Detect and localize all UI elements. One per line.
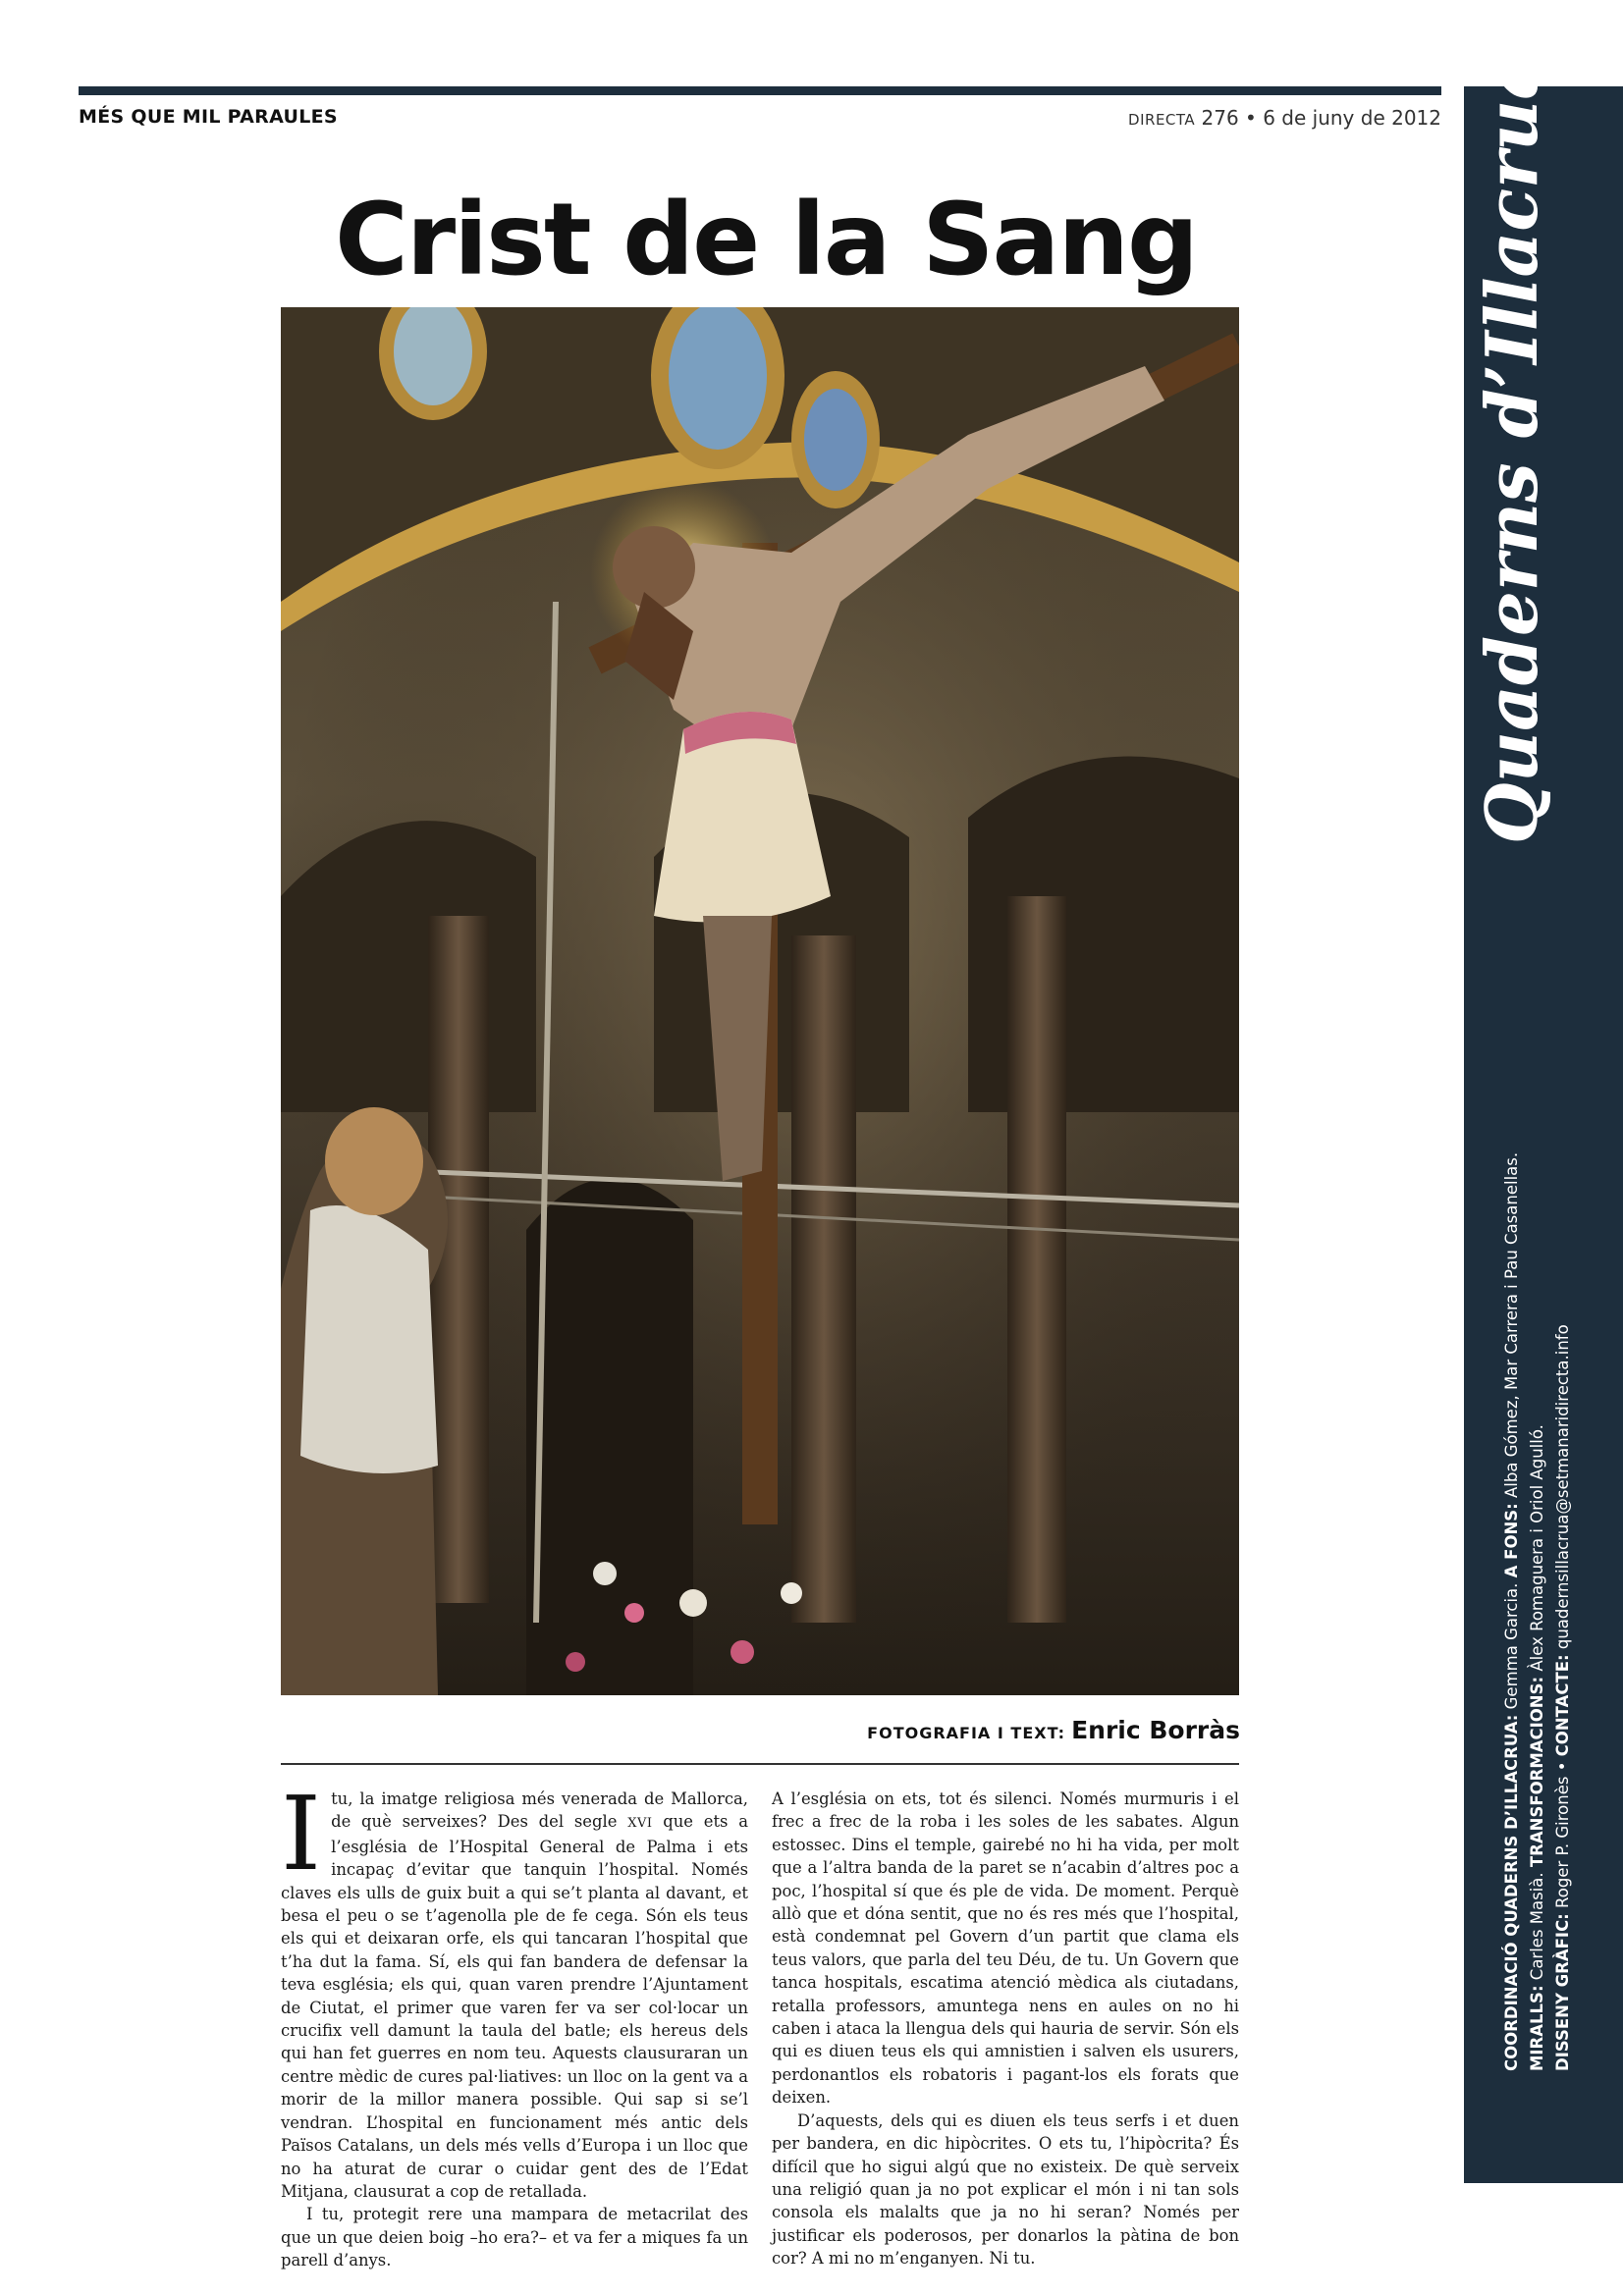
section-label: MÉS QUE MIL PARAULES	[79, 106, 338, 128]
credit-rule	[281, 1763, 1239, 1765]
credits-text: Alba Gómez, Mar Carrera i Pau Casanellas.	[1502, 1151, 1521, 1504]
credits-label: CONTACTE:	[1553, 1654, 1572, 1757]
article-column-right	[772, 1788, 1239, 2270]
century-small-caps: XVI	[627, 1816, 653, 1832]
drop-cap: I	[281, 1774, 322, 1894]
credits-label: A FONS:	[1502, 1503, 1521, 1578]
credits-text: quadernsillacrua@setmanaridirecta.info	[1553, 1324, 1572, 1655]
issue-line	[1128, 106, 1441, 130]
publication-name: DIRECTA	[1128, 111, 1196, 129]
article-paragraph: D’aquests, dels qui es diuen els teus serfs i et duen per bandera, en dic hipòcrites. O ets tu, l’hipòcrita? És difícil que ho sigui algú que no existeix. De què serveix una religió quan ja no pot explicar el món i ni tan sols consola els malalts que ja no hi seran? Només per justificar els poderosos, per donarlos la pàtina de bon cor? A mi no m’enganyen. Ni tu.	[772, 2110, 1239, 2269]
credits-label: COORDINACIÓ QUADERNS D’ILLACRUA:	[1502, 1714, 1521, 2071]
credits-line	[1551, 1324, 1575, 2071]
credits-label: TRANSFORMACIONS:	[1528, 1676, 1546, 1868]
sidebar-title-text: Quaderns d’Illacrua	[1470, 54, 1553, 844]
page-title: Crist de la Sang	[334, 182, 1198, 298]
credits-line	[1526, 1424, 1549, 2071]
credits-text: Carles Masià.	[1528, 1867, 1546, 1986]
credits-text: Roger P. Gironès •	[1553, 1756, 1572, 1914]
paragraph-text: que ets a l’església de l’Hospital General de Palma i ets incapaç d’evitar que tanquin l’hospital. Només claves els ulls de guix buit a qui se’t planta al davant, et besa el peu o se t’agenolla ple de fe cega. Són els teus els qui et deixaran orfe, els qui tancaran l’hospital que t’ha dut la fama. Sí, els qui fan bandera de defensar la teva església; els qui, quan varen prendre l’Ajuntament de Ciutat, el primer que varen fer va ser col·locar un crucifix vell damunt la taula del batle; els hereus dels qui han fet guerres en nom teu. Aquests clausuraran un centre mèdic de cures pal·liatives: un lloc on la gent va a morir de la millor manera possible. Qui sap si se’l vendran. L’hospital en funcionament més antic dels Països Catalans, un dels més vells d’Europa i un lloc que no ha aturat de curar o cuidar gent des de l’Edat Mitjana, clausurat a cop de retallada.	[281, 1812, 748, 2201]
credits-label: MIRALLS:	[1528, 1985, 1546, 2071]
top-rule	[79, 86, 1441, 95]
credit-name: Enric Borràs	[1071, 1716, 1240, 1744]
credits-text: Àlex Romaguera i Oriol Agulló.	[1528, 1424, 1546, 1677]
issue-date: 276 • 6 de juny de 2012	[1201, 106, 1441, 130]
article-column-left	[281, 1774, 748, 2272]
article-paragraph: I tu, protegit rere una mampara de metacrilat des que un que deien boig –ho era?– et va fer a miques fa un parell d’anys.	[281, 2205, 748, 2270]
article-paragraph: A l’església on ets, tot és silenci. Només murmuris i el frec a frec de la roba i les soles de les sabates. Algun estossec. Dins el temple, gairebé no hi ha vida, per molt que a l’altra banda de la paret se n’acabin d’altres poc a poc, l’hospital sí que és ple de vida. De moment. Perquè allò que et dóna sentit, que no és res més que l’hospital, està condemnat pel Govern d’un partit que clama els teus valors, que parla del teu Déu, de tu. Un Govern que tanca hospitals, escatima atenció mèdica als ciutadans, retalla professors, amuntega nens en aules on no hi caben i ataca la llengua dels qui hauria de servir. Són els qui es diuen teus els qui amnistien i salven els usurers, perdonantlos els robatoris i pagant-los els forats que deixen.	[772, 1789, 1239, 2108]
credits-line	[1500, 1152, 1524, 2071]
article-paragraph	[281, 1774, 748, 2203]
photo-credit	[867, 1716, 1240, 1744]
credits-text: Gemma Garcia.	[1502, 1577, 1521, 1715]
credits-label: DISSENY GRÀFIC:	[1553, 1913, 1572, 2071]
crucifix-photo	[281, 307, 1239, 1695]
paragraph-text: tu, la imatge religiosa més venerada de Mallorca, de què serveixes? Des del segle	[331, 1789, 748, 1832]
credit-label: FOTOGRAFIA I TEXT:	[867, 1724, 1066, 1742]
